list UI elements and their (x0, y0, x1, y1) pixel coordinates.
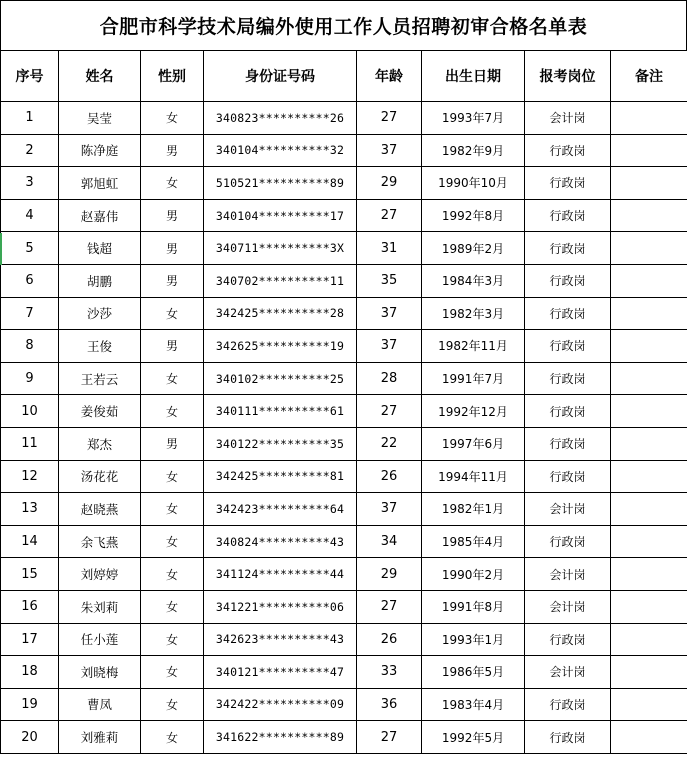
table-row (1, 427, 687, 460)
cell-age[interactable]: 37 (357, 134, 422, 167)
cell-id-number[interactable]: 340104**********32 (204, 134, 357, 167)
cell-index[interactable]: 1 (1, 102, 59, 135)
cell-gender[interactable]: 女 (141, 525, 204, 558)
table-row (1, 264, 687, 297)
cell-remarks[interactable] (611, 688, 687, 721)
cell-name[interactable]: 余飞燕 (59, 525, 141, 558)
cell-index[interactable]: 14 (1, 525, 59, 558)
cell-position[interactable]: 会计岗 (525, 590, 611, 623)
cell-position[interactable]: 行政岗 (525, 427, 611, 460)
cell-name[interactable]: 刘雅莉 (59, 721, 141, 754)
cell-age[interactable]: 35 (357, 264, 422, 297)
table-row (1, 232, 687, 265)
table-row (1, 590, 687, 623)
cell-gender[interactable]: 女 (141, 460, 204, 493)
cell-gender[interactable]: 男 (141, 330, 204, 363)
cell-remarks[interactable] (611, 590, 687, 623)
cell-remarks[interactable] (611, 167, 687, 200)
cell-name[interactable]: 赵晓燕 (59, 493, 141, 526)
cell-remarks[interactable] (611, 330, 687, 363)
cell-remarks[interactable] (611, 525, 687, 558)
cell-age[interactable]: 36 (357, 688, 422, 721)
cell-age[interactable]: 27 (357, 199, 422, 232)
cell-remarks[interactable] (611, 427, 687, 460)
cell-name[interactable]: 王若云 (59, 362, 141, 395)
cell-id-number[interactable]: 341221**********06 (204, 590, 357, 623)
column-header-gender: 性别 (141, 51, 204, 102)
cell-birth-date[interactable]: 1986年5月 (422, 656, 525, 689)
cell-position[interactable]: 行政岗 (525, 330, 611, 363)
cell-index[interactable]: 7 (1, 297, 59, 330)
cell-age[interactable]: 26 (357, 460, 422, 493)
cell-birth-date[interactable]: 1982年9月 (422, 134, 525, 167)
cell-name[interactable]: 郑杰 (59, 427, 141, 460)
cell-position[interactable]: 行政岗 (525, 362, 611, 395)
cell-age[interactable]: 29 (357, 558, 422, 591)
table-row (1, 395, 687, 428)
cell-index[interactable]: 4 (1, 199, 59, 232)
cell-birth-date[interactable]: 1992年8月 (422, 199, 525, 232)
cell-age[interactable]: 34 (357, 525, 422, 558)
table-header-row (1, 51, 687, 102)
cell-remarks[interactable] (611, 493, 687, 526)
cell-index[interactable]: 2 (1, 134, 59, 167)
cell-id-number[interactable]: 340824**********43 (204, 525, 357, 558)
cell-name[interactable]: 沙莎 (59, 297, 141, 330)
cell-id-number[interactable]: 340111**********61 (204, 395, 357, 428)
cell-id-number[interactable]: 340702**********11 (204, 264, 357, 297)
cell-position[interactable]: 行政岗 (525, 264, 611, 297)
cell-remarks[interactable] (611, 558, 687, 591)
cell-index[interactable]: 12 (1, 460, 59, 493)
cell-index[interactable]: 10 (1, 395, 59, 428)
cell-index[interactable]: 15 (1, 558, 59, 591)
cell-index[interactable]: 6 (1, 264, 59, 297)
table-row (1, 297, 687, 330)
cell-index[interactable]: 13 (1, 493, 59, 526)
cell-age[interactable]: 29 (357, 167, 422, 200)
table-row (1, 102, 687, 135)
cell-name[interactable]: 曹凤 (59, 688, 141, 721)
cell-position[interactable]: 会计岗 (525, 656, 611, 689)
table-row (1, 199, 687, 232)
cell-age[interactable]: 37 (357, 330, 422, 363)
cell-birth-date[interactable]: 1992年12月 (422, 395, 525, 428)
cell-age[interactable]: 27 (357, 590, 422, 623)
cell-gender[interactable]: 女 (141, 493, 204, 526)
cell-gender[interactable]: 女 (141, 656, 204, 689)
table-row (1, 656, 687, 689)
cell-position[interactable]: 行政岗 (525, 297, 611, 330)
cell-name[interactable]: 汤花花 (59, 460, 141, 493)
cell-birth-date[interactable]: 1990年2月 (422, 558, 525, 591)
cell-id-number[interactable]: 342425**********28 (204, 297, 357, 330)
cell-remarks[interactable] (611, 102, 687, 135)
cell-index[interactable]: 9 (1, 362, 59, 395)
cell-age[interactable]: 27 (357, 102, 422, 135)
cell-gender[interactable]: 男 (141, 264, 204, 297)
cell-id-number[interactable]: 340122**********35 (204, 427, 357, 460)
cell-id-number[interactable]: 340104**********17 (204, 199, 357, 232)
cell-gender[interactable]: 男 (141, 134, 204, 167)
table-row (1, 460, 687, 493)
cell-id-number[interactable]: 342422**********09 (204, 688, 357, 721)
cell-age[interactable]: 28 (357, 362, 422, 395)
cell-id-number[interactable]: 340102**********25 (204, 362, 357, 395)
cell-birth-date[interactable]: 1985年4月 (422, 525, 525, 558)
column-header-age: 年龄 (357, 51, 422, 102)
cell-index[interactable]: 19 (1, 688, 59, 721)
cell-birth-date[interactable]: 1982年11月 (422, 330, 525, 363)
column-header-birth-date: 出生日期 (422, 51, 525, 102)
cell-position[interactable]: 行政岗 (525, 395, 611, 428)
cell-id-number[interactable]: 510521**********89 (204, 167, 357, 200)
cell-remarks[interactable] (611, 232, 687, 265)
cell-gender[interactable]: 女 (141, 167, 204, 200)
cell-birth-date[interactable]: 1991年8月 (422, 590, 525, 623)
cell-remarks[interactable] (611, 297, 687, 330)
column-header-remarks: 备注 (611, 51, 687, 102)
cell-gender[interactable]: 女 (141, 362, 204, 395)
table-row (1, 167, 687, 200)
cell-gender[interactable]: 女 (141, 395, 204, 428)
cell-position[interactable]: 行政岗 (525, 199, 611, 232)
cell-position[interactable]: 行政岗 (525, 721, 611, 754)
cell-position[interactable]: 会计岗 (525, 493, 611, 526)
column-header-name: 姓名 (59, 51, 141, 102)
table-row (1, 362, 687, 395)
cell-birth-date[interactable]: 1983年4月 (422, 688, 525, 721)
cell-remarks[interactable] (611, 460, 687, 493)
cell-birth-date[interactable]: 1991年7月 (422, 362, 525, 395)
cell-age[interactable]: 33 (357, 656, 422, 689)
cell-remarks[interactable] (611, 199, 687, 232)
cell-name[interactable]: 刘晓梅 (59, 656, 141, 689)
cell-id-number[interactable]: 340711**********3X (204, 232, 357, 265)
cell-gender[interactable]: 女 (141, 297, 204, 330)
cell-name[interactable]: 任小莲 (59, 623, 141, 656)
cell-name[interactable]: 王俊 (59, 330, 141, 363)
cell-remarks[interactable] (611, 656, 687, 689)
table-row (1, 525, 687, 558)
cell-birth-date[interactable]: 1984年3月 (422, 264, 525, 297)
document-title: 合肥市科学技术局编外使用工作人员招聘初审合格名单表 (0, 0, 687, 50)
cell-age[interactable]: 37 (357, 297, 422, 330)
table-row (1, 688, 687, 721)
cell-id-number[interactable]: 341124**********44 (204, 558, 357, 591)
cell-remarks[interactable] (611, 623, 687, 656)
cell-id-number[interactable]: 342625**********19 (204, 330, 357, 363)
cell-name[interactable]: 胡鹏 (59, 264, 141, 297)
selected-row-marker (0, 233, 2, 265)
cell-gender[interactable]: 女 (141, 623, 204, 656)
cell-index[interactable]: 16 (1, 590, 59, 623)
cell-remarks[interactable] (611, 134, 687, 167)
cell-id-number[interactable]: 342423**********64 (204, 493, 357, 526)
cell-age[interactable]: 27 (357, 721, 422, 754)
table-row (1, 134, 687, 167)
table-row (1, 721, 687, 754)
cell-name[interactable]: 陈净庭 (59, 134, 141, 167)
cell-birth-date[interactable]: 1992年5月 (422, 721, 525, 754)
cell-position[interactable]: 会计岗 (525, 102, 611, 135)
cell-name[interactable]: 赵嘉伟 (59, 199, 141, 232)
column-header-id-number: 身份证号码 (204, 51, 357, 102)
cell-position[interactable]: 行政岗 (525, 623, 611, 656)
cell-age[interactable]: 22 (357, 427, 422, 460)
table-row (1, 558, 687, 591)
cell-remarks[interactable] (611, 721, 687, 754)
cell-position[interactable]: 行政岗 (525, 167, 611, 200)
cell-birth-date[interactable]: 1993年1月 (422, 623, 525, 656)
cell-index[interactable]: 17 (1, 623, 59, 656)
cell-id-number[interactable]: 340823**********26 (204, 102, 357, 135)
cell-position[interactable]: 行政岗 (525, 688, 611, 721)
cell-gender[interactable]: 女 (141, 558, 204, 591)
cell-name[interactable]: 姜俊茹 (59, 395, 141, 428)
cell-gender[interactable]: 男 (141, 232, 204, 265)
candidate-table (0, 50, 687, 754)
cell-gender[interactable]: 女 (141, 102, 204, 135)
cell-position[interactable]: 会计岗 (525, 558, 611, 591)
cell-gender[interactable]: 女 (141, 688, 204, 721)
cell-name[interactable]: 刘婷婷 (59, 558, 141, 591)
cell-index[interactable]: 8 (1, 330, 59, 363)
table-body (1, 102, 687, 754)
cell-index[interactable]: 20 (1, 721, 59, 754)
cell-position[interactable]: 行政岗 (525, 460, 611, 493)
cell-name[interactable]: 郭旭虹 (59, 167, 141, 200)
cell-birth-date[interactable]: 1990年10月 (422, 167, 525, 200)
cell-position[interactable]: 行政岗 (525, 232, 611, 265)
table-row (1, 330, 687, 363)
cell-birth-date[interactable]: 1993年7月 (422, 102, 525, 135)
cell-birth-date[interactable]: 1989年2月 (422, 232, 525, 265)
cell-gender[interactable]: 男 (141, 427, 204, 460)
cell-age[interactable]: 27 (357, 395, 422, 428)
cell-id-number[interactable]: 342623**********43 (204, 623, 357, 656)
cell-id-number[interactable]: 341622**********89 (204, 721, 357, 754)
cell-remarks[interactable] (611, 362, 687, 395)
cell-id-number[interactable]: 340121**********47 (204, 656, 357, 689)
table-row (1, 623, 687, 656)
cell-birth-date[interactable]: 1982年1月 (422, 493, 525, 526)
cell-index[interactable]: 11 (1, 427, 59, 460)
cell-remarks[interactable] (611, 264, 687, 297)
cell-position[interactable]: 行政岗 (525, 134, 611, 167)
cell-name[interactable]: 朱刘莉 (59, 590, 141, 623)
table-row (1, 493, 687, 526)
cell-name[interactable]: 钱超 (59, 232, 141, 265)
cell-age[interactable]: 37 (357, 493, 422, 526)
cell-birth-date[interactable]: 1994年11月 (422, 460, 525, 493)
cell-gender[interactable]: 女 (141, 721, 204, 754)
cell-index[interactable]: 18 (1, 656, 59, 689)
cell-gender[interactable]: 男 (141, 199, 204, 232)
cell-name[interactable]: 吴莹 (59, 102, 141, 135)
cell-position[interactable]: 行政岗 (525, 525, 611, 558)
cell-id-number[interactable]: 342425**********81 (204, 460, 357, 493)
cell-birth-date[interactable]: 1997年6月 (422, 427, 525, 460)
column-header-position: 报考岗位 (525, 51, 611, 102)
cell-gender[interactable]: 女 (141, 590, 204, 623)
cell-remarks[interactable] (611, 395, 687, 428)
column-header-index: 序号 (1, 51, 59, 102)
cell-index[interactable]: 5 (1, 232, 59, 265)
cell-age[interactable]: 31 (357, 232, 422, 265)
cell-index[interactable]: 3 (1, 167, 59, 200)
cell-birth-date[interactable]: 1982年3月 (422, 297, 525, 330)
cell-age[interactable]: 26 (357, 623, 422, 656)
